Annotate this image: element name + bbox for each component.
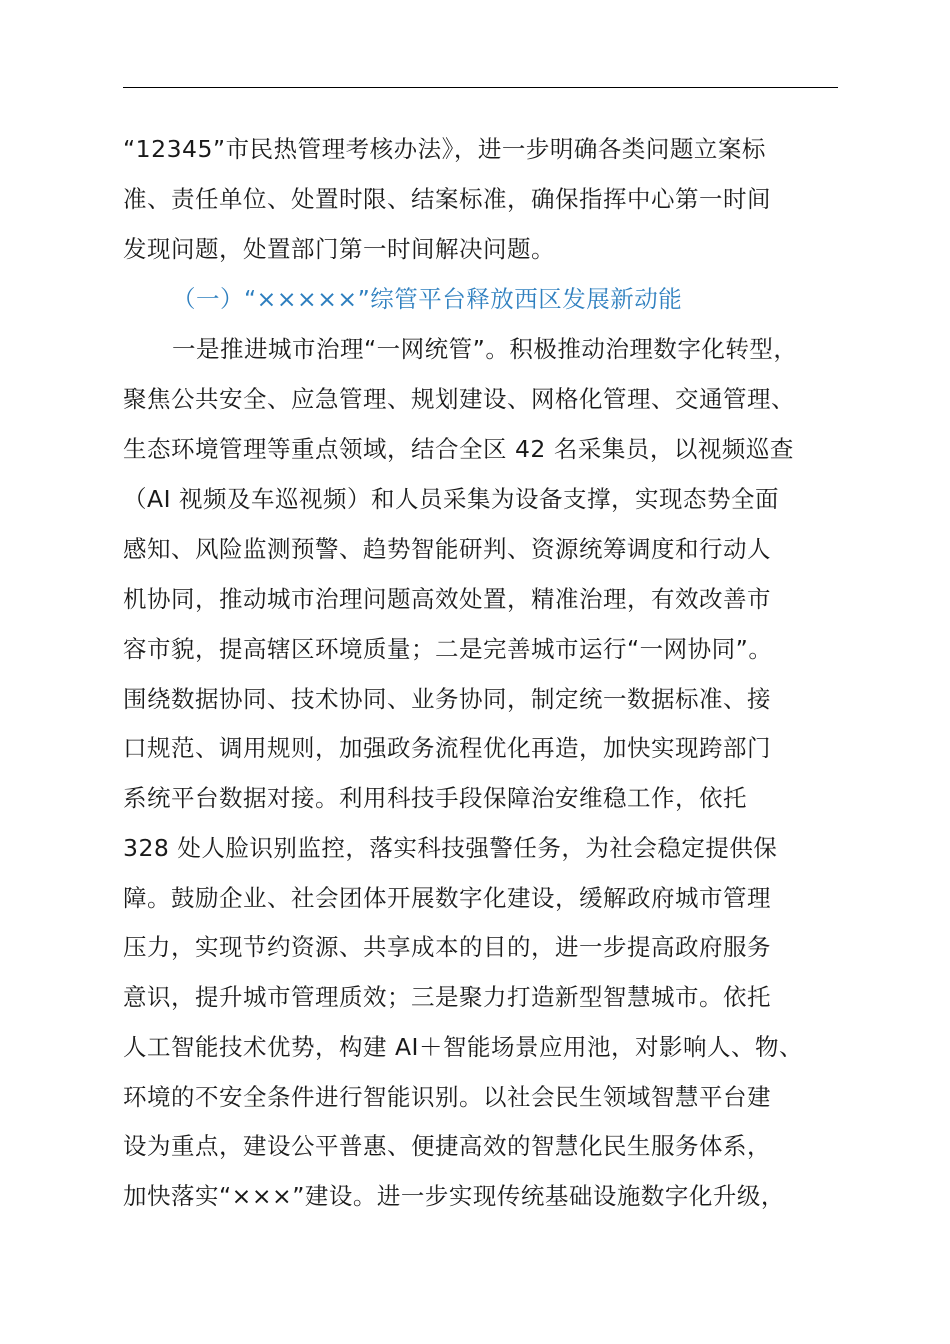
body-line: 容市貌，提高辖区环境质量；二是完善城市运行“一网协同”。: [123, 635, 773, 663]
body-line: 围绕数据协同、技术协同、业务协同，制定统一数据标准、接: [123, 685, 771, 713]
paragraph-first-line: 一是推进城市治理“一网统管”。积极推动治理数字化转型，: [172, 335, 798, 363]
body-line: “12345”市民热管理考核办法》，进一步明确各类问题立案标: [123, 135, 766, 163]
body-line: 系统平台数据对接。利用科技手段保障治安维稳工作，依托: [123, 784, 747, 812]
body-line: 意识，提升城市管理质效；三是聚力打造新型智慧城市。依托: [123, 983, 771, 1011]
body-line: 感知、风险监测预警、趋势智能研判、资源统筹调度和行动人: [123, 535, 771, 563]
body-line: 设为重点，建设公平普惠、便捷高效的智慧化民生服务体系，: [123, 1132, 771, 1160]
body-line: 障。鼓励企业、社会团体开展数字化建设，缓解政府城市管理: [123, 884, 771, 912]
body-line: 压力，实现节约资源、共享成本的目的，进一步提高政府服务: [123, 933, 771, 961]
body-line: 环境的不安全条件进行智能识别。以社会民生领域智慧平台建: [123, 1083, 771, 1111]
body-line: 口规范、调用规则，加强政务流程优化再造，加快实现跨部门: [123, 734, 771, 762]
body-line: （AI 视频及车巡视频）和人员采集为设备支撑，实现态势全面: [123, 485, 779, 513]
body-line: 生态环境管理等重点领域，结合全区 42 名采集员，以视频巡查: [123, 435, 794, 463]
body-line: 人工智能技术优势，构建 AI＋智能场景应用池，对影响人、物、: [123, 1033, 803, 1061]
section-heading: （一）“×××××”综管平台释放西区发展新动能: [172, 285, 683, 313]
body-line: 机协同，推动城市治理问题高效处置，精准治理，有效改善市: [123, 585, 771, 613]
body-line: 发现问题，处置部门第一时间解决问题。: [123, 235, 555, 263]
body-line: 聚焦公共安全、应急管理、规划建设、网格化管理、交通管理、: [123, 385, 795, 413]
body-line: 328 处人脸识别监控，落实科技强警任务，为社会稳定提供保: [123, 834, 778, 862]
header-rule: [123, 87, 838, 88]
body-line: 准、责任单位、处置时限、结案标准，确保指挥中心第一时间: [123, 185, 771, 213]
body-line: 加快落实“×××”建设。进一步实现传统基础设施数字化升级，: [123, 1182, 785, 1210]
